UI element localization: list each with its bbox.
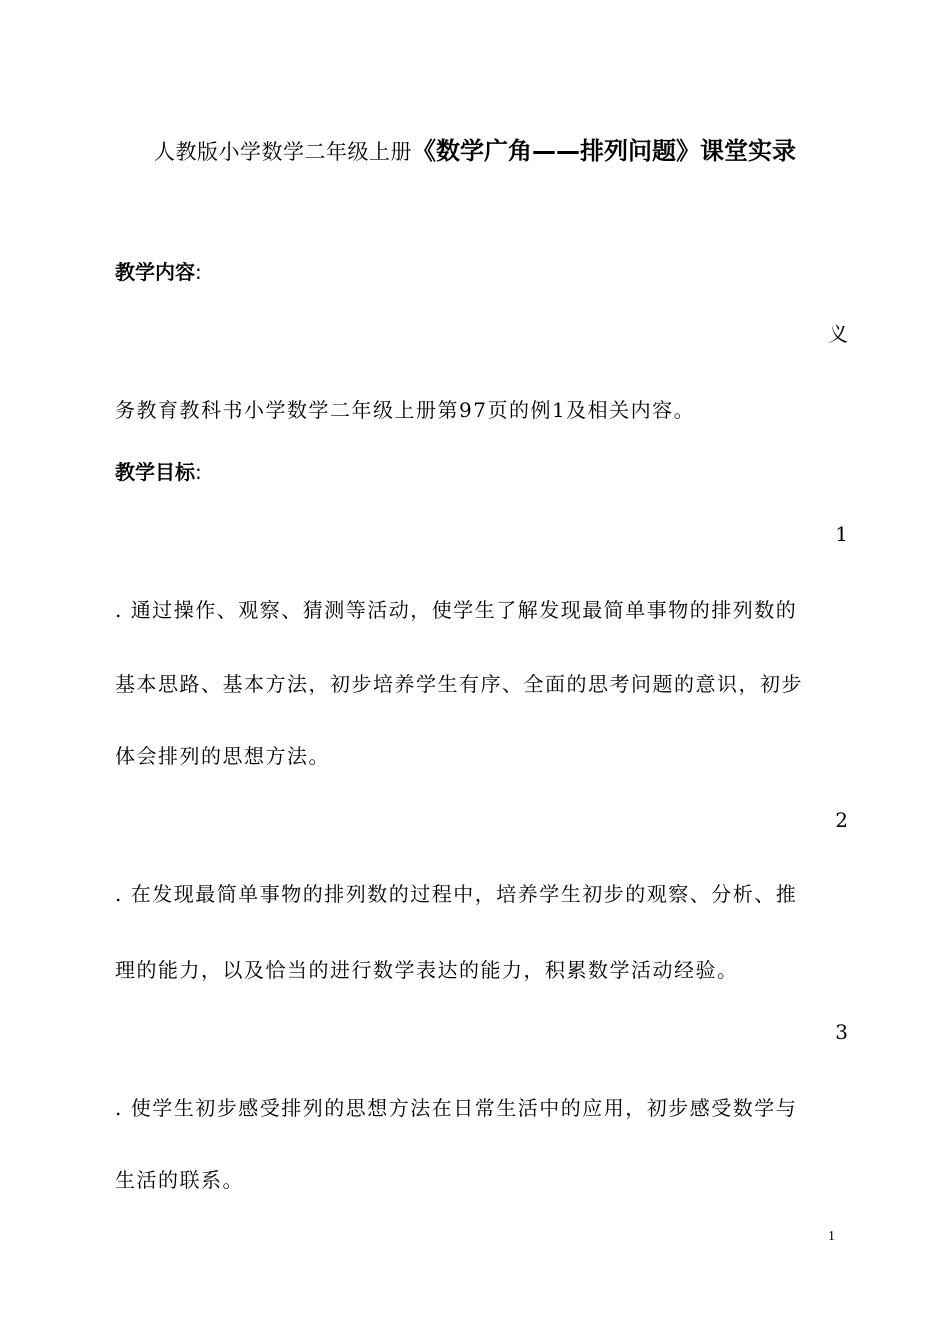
goal-line: 理的能力，以及恰当的进行数学表达的能力，积累数学活动经验。 bbox=[115, 958, 739, 982]
content-heading-colon: : bbox=[195, 260, 202, 284]
content-line-fragment: 义 bbox=[828, 322, 848, 346]
goal-line: . 使学生初步感受排列的思想方法在日常生活中的应用，初步感受数学与 bbox=[115, 1096, 798, 1120]
goal-line: . 在发现最简单事物的排列数的过程中，培养学生初步的观察、分析、推 bbox=[115, 882, 798, 906]
goals-heading-text: 教学目标 bbox=[115, 460, 195, 484]
page-number: 1 bbox=[828, 1229, 835, 1244]
goal-line: . 通过操作、观察、猜测等活动，使学生了解发现最简单事物的排列数的 bbox=[115, 598, 798, 622]
goal-line: 生活的联系。 bbox=[115, 1168, 244, 1192]
content-heading bbox=[115, 258, 202, 286]
goal-line: 基本思路、基本方法，初步培养学生有序、全面的思考问题的意识，初步 bbox=[115, 672, 803, 696]
document-title bbox=[0, 135, 950, 169]
goal-number: 3 bbox=[835, 1020, 848, 1044]
content-line: 务教育教科书小学数学二年级上册第97页的例1及相关内容。 bbox=[115, 398, 696, 422]
goal-number: 2 bbox=[835, 808, 848, 832]
title-main: 《数学广角——排列问题》课堂实录 bbox=[412, 137, 796, 165]
goals-heading-colon: : bbox=[195, 460, 202, 484]
content-heading-text: 教学内容 bbox=[115, 260, 195, 284]
goals-heading bbox=[115, 458, 202, 486]
goal-line: 体会排列的思想方法。 bbox=[115, 744, 330, 768]
title-prefix: 人教版小学数学二年级上册 bbox=[154, 140, 412, 164]
goal-number: 1 bbox=[835, 522, 848, 546]
